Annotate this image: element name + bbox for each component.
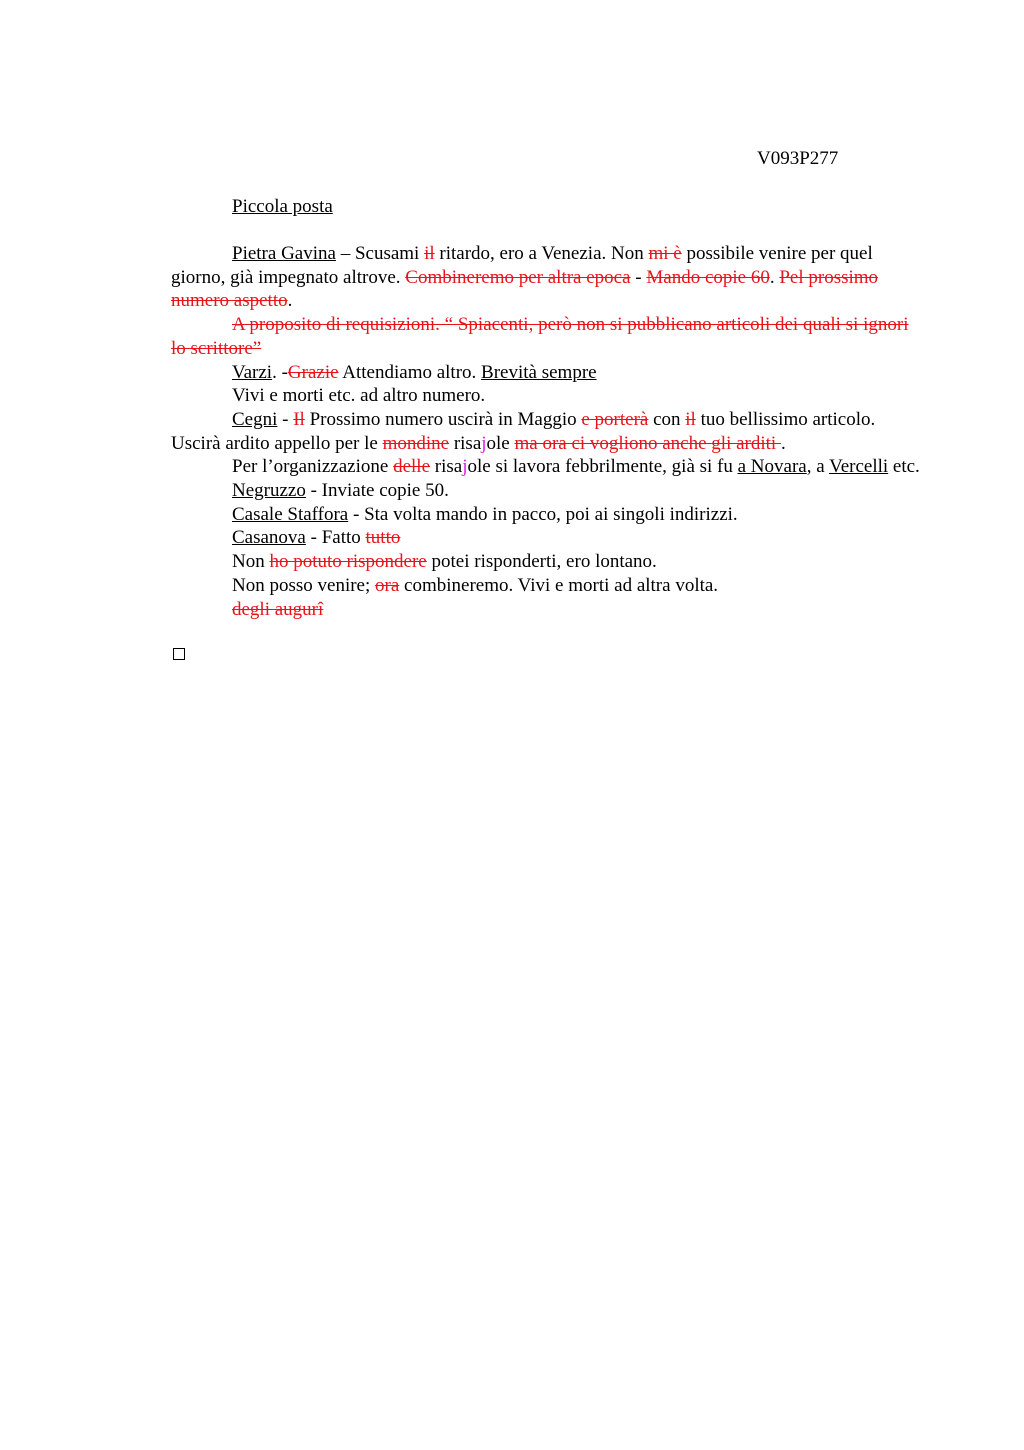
text: - Inviate copie 50. [305, 480, 449, 502]
recipient-name: Casanova [232, 527, 306, 549]
recipient-name: Casale Staffora [232, 503, 349, 525]
text: . - [272, 361, 288, 383]
deleted-text: Il [293, 408, 305, 430]
deleted-text: Combineremo per altra epoca [405, 266, 631, 288]
deleted-text: tutto [365, 527, 401, 549]
entry-non-posso [171, 574, 921, 598]
deleted-text: mondine [382, 432, 450, 454]
text: risa [430, 456, 463, 478]
text: . [287, 290, 293, 312]
text: , a [806, 456, 830, 478]
checkbox-icon [173, 648, 185, 660]
text: Attendiamo altro. [338, 361, 482, 383]
text: ole [486, 432, 515, 454]
page-id: V093P277 [757, 148, 839, 169]
text: Non [232, 551, 270, 573]
deleted-text: Grazie [287, 361, 339, 383]
deleted-text: il [424, 243, 435, 264]
underlined-text: Brevità sempre [481, 361, 597, 383]
deleted-text: degli augurî [232, 598, 324, 620]
text: . [769, 266, 780, 288]
place-name: Vercelli [829, 456, 889, 478]
deleted-text: ma ora ci vogliono anche [514, 432, 712, 454]
deleted-text: Mando copie 60 [646, 266, 770, 288]
place-name: a Novara [737, 456, 807, 478]
text: ole si lavora febbrilmente, già si fu [467, 456, 738, 478]
deleted-text: Pel prossimo numero aspetto [171, 266, 879, 312]
entry-non-potei [171, 550, 921, 574]
deleted-text: mi è [648, 243, 682, 264]
entry-requisizioni [171, 313, 921, 360]
text: - [630, 266, 647, 288]
text: combineremo. Vivi e morti ad altra volta. [399, 574, 719, 596]
text: . [780, 432, 786, 454]
entry-casale-staffora [171, 503, 921, 527]
text: - [277, 408, 294, 430]
text: Non posso venire; [232, 574, 376, 596]
deleted-text: A proposito di requisizioni. “ Spiacenti, però non si pubblicano articoli dei quali si ignori lo scrittore” [171, 314, 909, 359]
entry-varzi [171, 361, 921, 385]
text: Vivi e morti etc. ad altro numero. [232, 385, 486, 407]
text: con [648, 408, 686, 430]
entry-casanova [171, 526, 921, 550]
entry-cegni [171, 408, 921, 455]
inserted-text: j [481, 432, 487, 454]
entry-negruzzo [171, 479, 921, 503]
entry-auguri [171, 598, 921, 622]
text: etc. [888, 456, 920, 478]
entry-vivi-e-morti [171, 384, 921, 408]
deleted-underlined-text: gli arditi [711, 432, 781, 454]
deleted-text: il [685, 408, 696, 430]
text: potei risponderti, ero lontano. [426, 551, 657, 573]
recipient-name: Cegni [232, 408, 278, 430]
text: ritardo, ero a Venezia. Non [434, 243, 649, 264]
text: risa [449, 432, 482, 454]
deleted-text: delle [393, 456, 431, 478]
entry-organizzazione [171, 455, 921, 479]
text: tuo bellissimo articolo. Uscirà ardito appello per le [171, 408, 876, 454]
recipient-name: Negruzzo [232, 480, 306, 502]
text: – Scusami [335, 243, 425, 264]
deleted-text: ho potuto rispondere [269, 551, 427, 573]
deleted-text: ora [375, 574, 400, 596]
text: Per l’organizzazione [232, 456, 394, 478]
page-title: Piccola posta [232, 196, 333, 217]
recipient-name: Pietra Gavina [232, 243, 336, 264]
text: - Fatto [305, 527, 366, 549]
letters-body [171, 242, 921, 621]
text: Prossimo numero uscirà in Maggio [304, 408, 582, 430]
inserted-text: j [462, 456, 468, 478]
entry-pietra-gavina [171, 242, 921, 313]
recipient-name: Varzi [232, 361, 273, 383]
deleted-text: e porterà [581, 408, 649, 430]
text: - Sta volta mando in pacco, poi ai singoli indirizzi. [348, 503, 738, 525]
text: possibile venire per quel giorno, già impegnato altrove. [171, 243, 873, 288]
